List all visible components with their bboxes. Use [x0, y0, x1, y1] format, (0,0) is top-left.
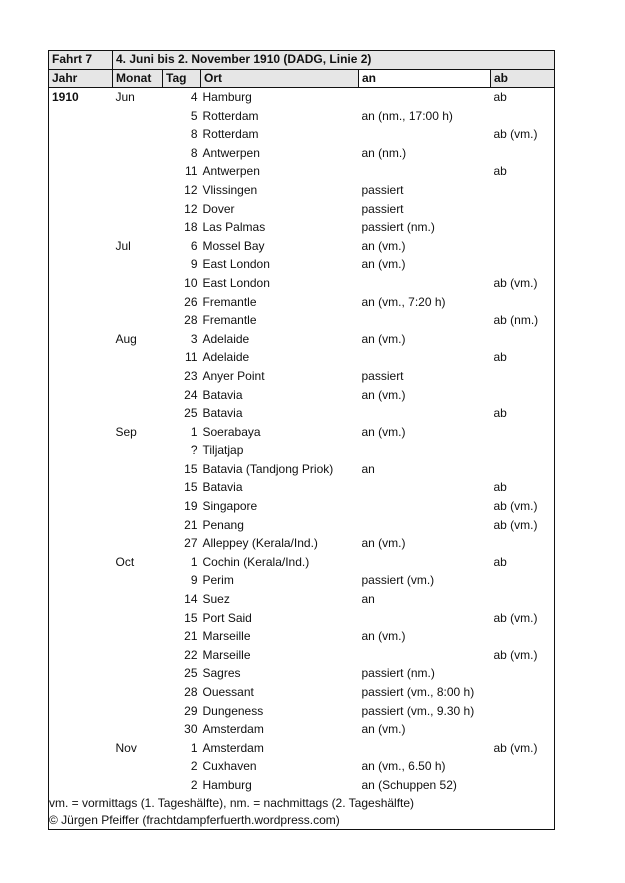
cell-ort: Amsterdam: [202, 740, 264, 755]
cell-ab: [491, 386, 555, 405]
cell-jahr: [49, 702, 113, 721]
cell-monat: [113, 460, 163, 479]
table-row: [49, 125, 555, 144]
cell-jahr: [49, 293, 113, 312]
table-row: [49, 367, 555, 386]
cell-ort: Batavia: [202, 387, 243, 402]
cell-ort: Singapore: [202, 499, 258, 514]
table-row: [49, 237, 555, 256]
cell-tag: 3: [190, 331, 198, 346]
cell-tag: 1: [190, 740, 198, 755]
cell-ab: ab: [491, 404, 555, 423]
cell-an: passiert (vm., 9.30 h): [361, 703, 475, 718]
cell-ort: Batavia: [202, 480, 243, 495]
cell-ort: East London: [202, 275, 270, 290]
table-row: [49, 423, 555, 442]
cell-monat: Aug: [115, 331, 137, 346]
cell-tag: 30: [184, 722, 198, 737]
table-row: [49, 571, 555, 590]
cell-ab: ab: [491, 553, 555, 572]
cell-ab: [491, 367, 555, 386]
cell-ort: Sagres: [202, 666, 241, 681]
cell-jahr: [49, 627, 113, 646]
cell-monat: [113, 311, 163, 330]
cell-ab: [491, 571, 555, 590]
cell-ort: Port Said: [202, 610, 252, 625]
cell-ab: [491, 255, 555, 274]
cell-ort: Soerabaya: [202, 424, 261, 439]
cell-ort: Vlissingen: [202, 182, 258, 197]
table-row: [49, 627, 555, 646]
cell-an: passiert (nm.): [361, 666, 435, 681]
cell-ab: [491, 144, 555, 163]
cell-ab: ab (vm.): [491, 609, 555, 628]
cell-monat: [113, 218, 163, 237]
cell-ort: Suez: [202, 592, 230, 607]
cell-ab: [491, 423, 555, 442]
table-row: [49, 218, 555, 237]
cell-ab: ab (vm.): [491, 646, 555, 665]
cell-monat: [113, 200, 163, 219]
cell-jahr: [49, 330, 113, 349]
cell-an: [359, 274, 491, 293]
cell-tag: 15: [184, 610, 198, 625]
cell-ort: Fremantle: [202, 313, 257, 328]
cell-ort: Dungeness: [202, 703, 264, 718]
cell-jahr: [49, 571, 113, 590]
cell-monat: [113, 534, 163, 553]
cell-jahr: [49, 311, 113, 330]
copyright-text: © Jürgen Pfeiffer (frachtdampferfuerth.wordpress.com): [49, 812, 555, 830]
cell-an: [359, 646, 491, 665]
cell-monat: [113, 683, 163, 702]
table-row: [49, 311, 555, 330]
cell-tag: 6: [190, 238, 198, 253]
table-row: [49, 702, 555, 721]
cell-ort: Tiljatjap: [202, 443, 244, 458]
cell-ab: [491, 702, 555, 721]
cell-ort: Perim: [202, 573, 234, 588]
cell-ab: [491, 237, 555, 256]
cell-jahr: [49, 460, 113, 479]
cell-ab: [491, 757, 555, 776]
cell-ort: Rotterdam: [202, 127, 259, 142]
cell-tag: 28: [184, 313, 198, 328]
cell-an: an (vm., 7:20 h): [361, 294, 446, 309]
cell-an: passiert: [361, 201, 404, 216]
cell-tag: 15: [184, 480, 198, 495]
table-row: [49, 293, 555, 312]
cell-ab: [491, 441, 555, 460]
table-row: [49, 776, 555, 795]
cell-an: an (Schuppen 52): [361, 777, 457, 792]
cell-tag: 15: [184, 461, 198, 476]
cell-ort: Antwerpen: [202, 164, 260, 179]
cell-an: an (vm.): [361, 238, 406, 253]
cell-ort: Batavia (Tandjong Priok): [202, 461, 334, 476]
fahrt-label: Fahrt 7: [49, 51, 113, 70]
table-row: [49, 590, 555, 609]
cell-tag: 26: [184, 294, 198, 309]
col-header-tag: Tag: [163, 69, 201, 88]
cell-monat: [113, 757, 163, 776]
cell-monat: [113, 274, 163, 293]
table-row: [49, 609, 555, 628]
voyage-table: [48, 50, 555, 830]
col-header-jahr: Jahr: [49, 69, 113, 88]
cell-ab: [491, 664, 555, 683]
cell-tag: 1: [190, 424, 198, 439]
cell-monat: [113, 478, 163, 497]
table-row: [49, 274, 555, 293]
cell-tag: 2: [190, 777, 198, 792]
cell-ab: [491, 534, 555, 553]
cell-jahr: [49, 423, 113, 442]
cell-ort: Cochin (Kerala/Ind.): [202, 554, 310, 569]
cell-tag: 21: [184, 629, 198, 644]
cell-ab: ab: [491, 348, 555, 367]
cell-jahr: [49, 144, 113, 163]
cell-an: an (vm., 6.50 h): [361, 759, 446, 774]
table-row: [49, 497, 555, 516]
cell-monat: [113, 776, 163, 795]
cell-an: [359, 553, 491, 572]
cell-ab: [491, 293, 555, 312]
cell-monat: [113, 386, 163, 405]
cell-jahr: [49, 478, 113, 497]
cell-monat: [113, 664, 163, 683]
cell-tag: 25: [184, 406, 198, 421]
cell-ab: ab: [491, 478, 555, 497]
table-row: [49, 181, 555, 200]
cell-jahr: [49, 386, 113, 405]
cell-monat: [113, 293, 163, 312]
table-row: [49, 88, 555, 107]
cell-ort: East London: [202, 257, 270, 272]
cell-monat: [113, 571, 163, 590]
cell-jahr: [49, 553, 113, 572]
cell-jahr: [49, 664, 113, 683]
table-row: [49, 404, 555, 423]
cell-tag: 24: [184, 387, 198, 402]
cell-an: an (vm.): [361, 424, 406, 439]
cell-jahr: [49, 237, 113, 256]
cell-jahr: [49, 125, 113, 144]
table-row: [49, 441, 555, 460]
cell-jahr: 1910: [49, 88, 113, 107]
cell-tag: 25: [184, 666, 198, 681]
table-row: [49, 646, 555, 665]
cell-monat: Jun: [115, 90, 135, 104]
cell-jahr: [49, 720, 113, 739]
cell-ab: ab: [491, 88, 555, 107]
cell-ort: Anyer Point: [202, 368, 265, 383]
cell-tag: 9: [190, 257, 198, 272]
copyright-row: [49, 812, 555, 830]
cell-ab: ab: [491, 162, 555, 181]
cell-ort: Marseille: [202, 647, 251, 662]
cell-ab: ab (vm.): [491, 739, 555, 758]
table-row: [49, 683, 555, 702]
cell-ab: [491, 181, 555, 200]
cell-ab: [491, 683, 555, 702]
cell-tag: 9: [190, 573, 198, 588]
cell-ort: Ouessant: [202, 685, 254, 699]
cell-tag: 12: [184, 182, 198, 197]
cell-tag: 2: [190, 759, 198, 774]
cell-ab: ab (vm.): [491, 274, 555, 293]
cell-jahr: [49, 367, 113, 386]
cell-jahr: [49, 776, 113, 795]
cell-ort: Rotterdam: [202, 108, 259, 123]
cell-monat: Jul: [115, 238, 131, 253]
cell-ort: Hamburg: [202, 777, 252, 792]
cell-an: an (vm.): [361, 257, 406, 272]
legend-text: vm. = vormittags (1. Tageshälfte), nm. = nachmittags (2. Tageshälfte): [49, 795, 555, 812]
cell-an: [359, 404, 491, 423]
cell-tag: ?: [190, 443, 198, 458]
table-row: [49, 534, 555, 553]
table-row: [49, 664, 555, 683]
column-header-row: [49, 69, 555, 88]
cell-an: passiert (nm.): [361, 220, 435, 235]
cell-tag: 5: [190, 108, 198, 123]
cell-tag: 22: [184, 647, 198, 662]
cell-jahr: [49, 181, 113, 200]
cell-ort: Marseille: [202, 629, 251, 644]
cell-monat: [113, 702, 163, 721]
voyage-table-sheet: [48, 50, 554, 830]
cell-jahr: [49, 218, 113, 237]
title-row: [49, 51, 555, 70]
cell-tag: 1: [190, 554, 198, 569]
cell-monat: Oct: [115, 554, 135, 569]
cell-an: an: [361, 592, 375, 607]
cell-monat: [113, 627, 163, 646]
cell-ab: [491, 218, 555, 237]
cell-ort: Antwerpen: [202, 145, 260, 160]
col-header-ort: Ort: [201, 69, 359, 88]
cell-jahr: [49, 739, 113, 758]
cell-ab: [491, 776, 555, 795]
cell-tag: 12: [184, 201, 198, 216]
cell-monat: [113, 367, 163, 386]
cell-jahr: [49, 200, 113, 219]
cell-jahr: [49, 757, 113, 776]
cell-an: [359, 739, 491, 758]
cell-an: [359, 441, 491, 460]
cell-tag: 14: [184, 592, 198, 607]
cell-an: an (nm., 17:00 h): [361, 108, 453, 123]
cell-an: [359, 478, 491, 497]
cell-an: [359, 88, 491, 107]
cell-monat: [113, 125, 163, 144]
cell-ab: [491, 460, 555, 479]
cell-an: [359, 497, 491, 516]
cell-monat: [113, 516, 163, 535]
cell-monat: [113, 144, 163, 163]
cell-ab: ab (nm.): [491, 311, 555, 330]
cell-monat: [113, 720, 163, 739]
cell-jahr: [49, 534, 113, 553]
cell-ab: [491, 590, 555, 609]
cell-an: [359, 609, 491, 628]
table-row: [49, 757, 555, 776]
cell-jahr: [49, 404, 113, 423]
cell-ort: Cuxhaven: [202, 759, 257, 774]
cell-tag: 23: [184, 368, 198, 383]
cell-monat: [113, 590, 163, 609]
cell-monat: [113, 404, 163, 423]
cell-an: passiert: [361, 368, 404, 383]
cell-tag: 11: [185, 350, 198, 365]
cell-an: an (nm.): [361, 145, 407, 160]
table-row: [49, 720, 555, 739]
table-row: [49, 144, 555, 163]
cell-monat: [113, 107, 163, 126]
table-row: [49, 478, 555, 497]
cell-ort: Dover: [202, 201, 235, 216]
cell-tag: 29: [184, 703, 198, 718]
cell-ort: Fremantle: [202, 294, 257, 309]
cell-an: an (vm.): [361, 722, 406, 737]
table-row: [49, 739, 555, 758]
cell-jahr: [49, 348, 113, 367]
cell-jahr: [49, 683, 113, 702]
cell-jahr: [49, 590, 113, 609]
cell-jahr: [49, 646, 113, 665]
cell-ort: Mossel Bay: [202, 238, 265, 253]
table-row: [49, 553, 555, 572]
cell-tag: 8: [190, 127, 198, 142]
cell-an: [359, 125, 491, 144]
cell-ab: [491, 200, 555, 219]
cell-monat: [113, 348, 163, 367]
voyage-title: 4. Juni bis 2. November 1910 (DADG, Linie 2): [113, 51, 555, 70]
cell-ort: Penang: [202, 517, 244, 532]
cell-tag: 21: [184, 517, 198, 532]
cell-jahr: [49, 609, 113, 628]
cell-monat: [113, 497, 163, 516]
cell-an: passiert (vm.): [361, 573, 435, 588]
cell-an: an (vm.): [361, 536, 406, 551]
cell-monat: [113, 646, 163, 665]
cell-an: an (vm.): [361, 629, 406, 644]
cell-monat: [113, 181, 163, 200]
table-row: [49, 330, 555, 349]
cell-an: passiert: [361, 182, 404, 197]
cell-tag: 27: [184, 536, 198, 551]
cell-ab: ab (vm.): [491, 125, 555, 144]
cell-jahr: [49, 516, 113, 535]
cell-jahr: [49, 497, 113, 516]
cell-ort: Alleppey (Kerala/Ind.): [202, 536, 318, 551]
cell-jahr: [49, 255, 113, 274]
table-row: [49, 162, 555, 181]
table-row: [49, 348, 555, 367]
cell-jahr: [49, 107, 113, 126]
cell-ab: [491, 107, 555, 126]
cell-jahr: [49, 274, 113, 293]
cell-tag: 4: [190, 90, 198, 104]
cell-ab: ab (vm.): [491, 516, 555, 535]
cell-an: [359, 516, 491, 535]
cell-ab: [491, 627, 555, 646]
cell-an: [359, 348, 491, 367]
cell-monat: [113, 441, 163, 460]
table-row: [49, 200, 555, 219]
cell-jahr: [49, 162, 113, 181]
table-row: [49, 386, 555, 405]
cell-an: an (vm.): [361, 387, 406, 402]
table-row: [49, 516, 555, 535]
cell-tag: 19: [184, 499, 198, 514]
cell-ort: Hamburg: [202, 90, 252, 104]
table-row: [49, 255, 555, 274]
cell-monat: [113, 162, 163, 181]
cell-monat: Nov: [115, 740, 137, 755]
cell-ort: Amsterdam: [202, 722, 264, 737]
cell-ab: [491, 330, 555, 349]
cell-tag: 18: [184, 220, 198, 235]
cell-monat: [113, 255, 163, 274]
cell-monat: Sep: [115, 424, 137, 439]
cell-tag: 8: [190, 145, 198, 160]
cell-monat: [113, 609, 163, 628]
cell-an: passiert (vm., 8:00 h): [361, 685, 475, 699]
legend-row: [49, 795, 555, 812]
col-header-monat: Monat: [113, 69, 163, 88]
cell-ab: ab (vm.): [491, 497, 555, 516]
cell-jahr: [49, 441, 113, 460]
cell-ort: Las Palmas: [202, 220, 266, 235]
cell-an: [359, 162, 491, 181]
cell-ort: Adelaide: [202, 350, 250, 365]
cell-ort: Adelaide: [202, 331, 250, 346]
cell-an: [359, 311, 491, 330]
table-row: [49, 460, 555, 479]
cell-ab: [491, 720, 555, 739]
cell-ort: Batavia: [202, 406, 243, 421]
cell-an: an (vm.): [361, 331, 406, 346]
cell-an: an: [361, 461, 375, 476]
table-row: [49, 107, 555, 126]
col-header-ab: ab: [491, 69, 555, 88]
cell-tag: 28: [184, 685, 198, 699]
col-header-an: an: [359, 69, 491, 88]
cell-tag: 10: [184, 275, 198, 290]
cell-tag: 11: [185, 164, 198, 179]
